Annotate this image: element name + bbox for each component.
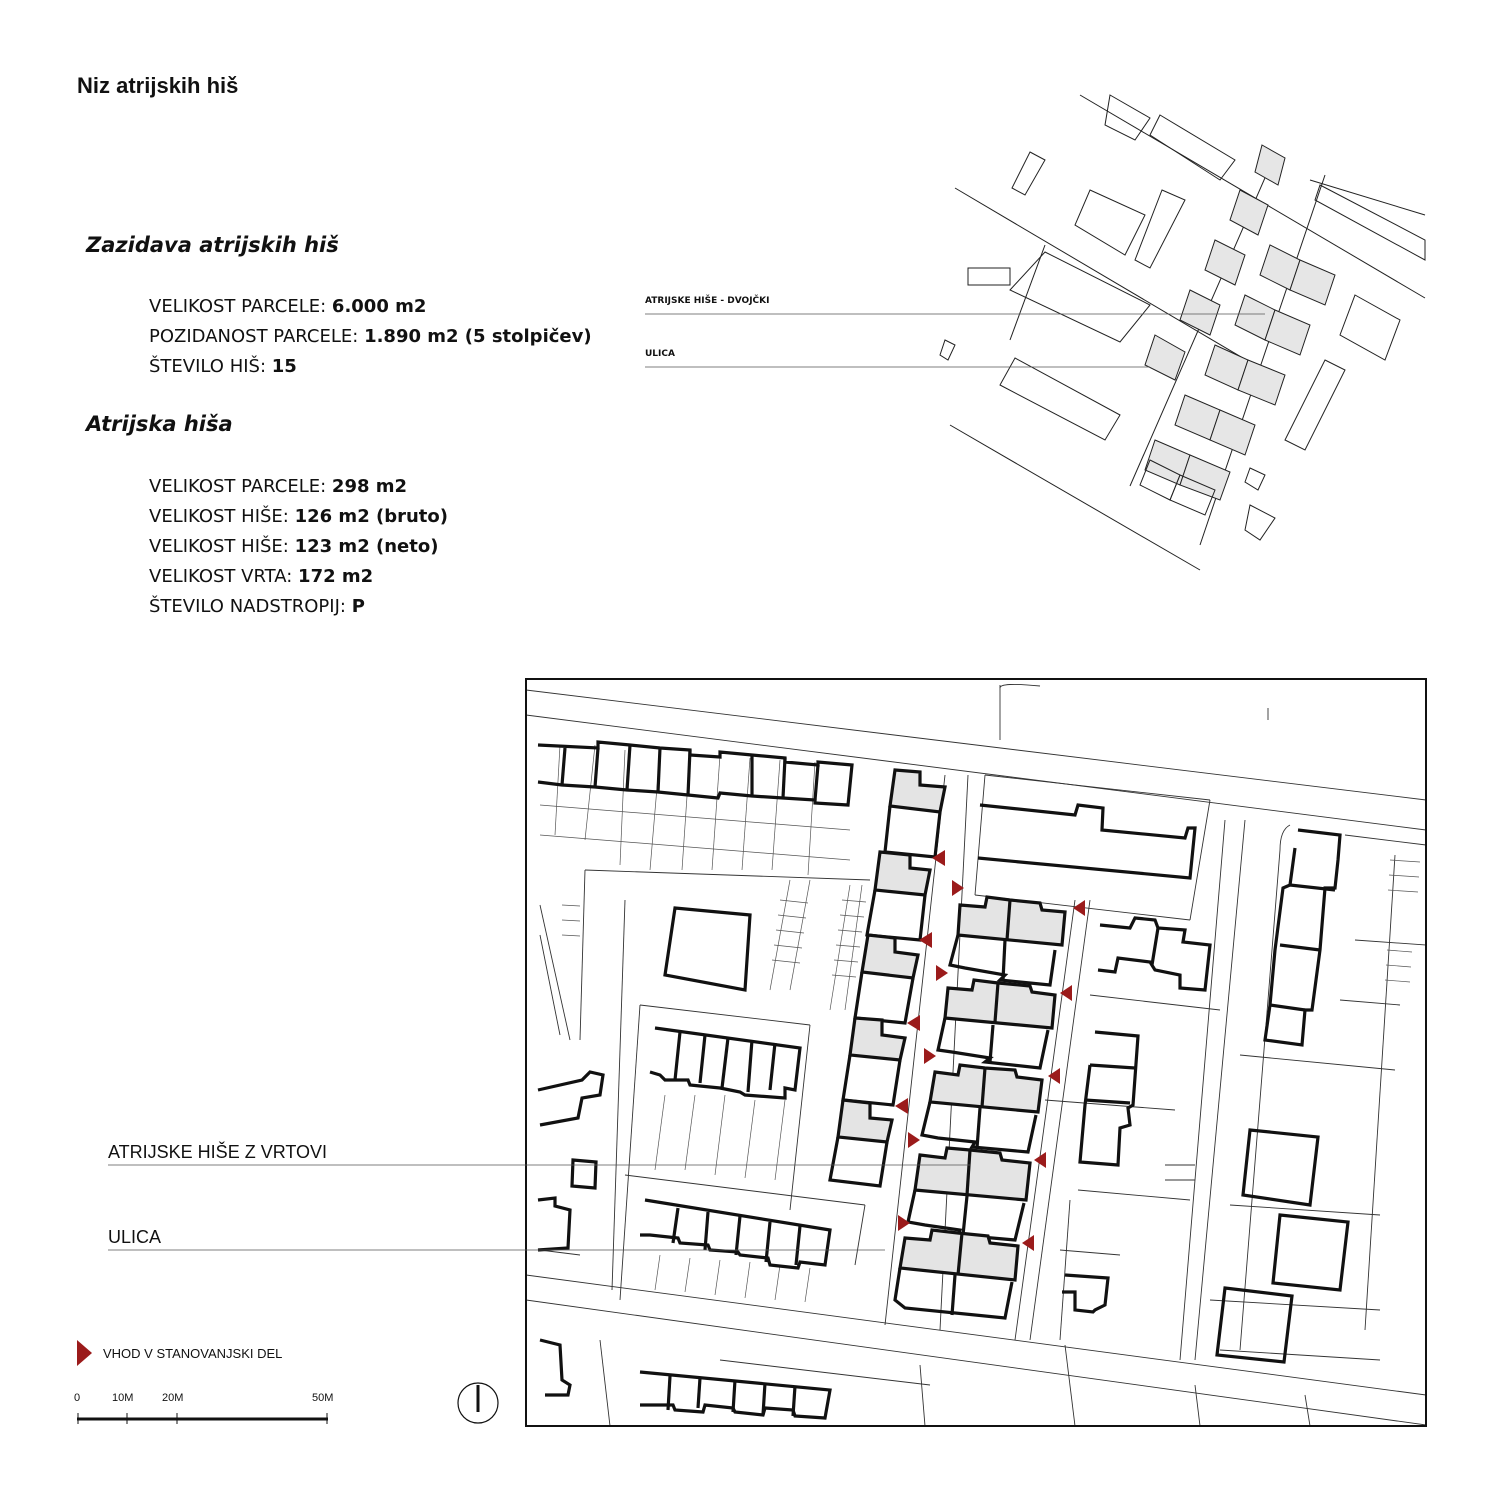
stat-label: VELIKOST HIŠE:: [149, 506, 295, 527]
section-heading-house: Atrijska hiša: [86, 412, 233, 436]
plan-label-street: ULICA: [108, 1227, 162, 1247]
scale-tick-label: 20M: [162, 1392, 184, 1404]
axo-label-street: ULICA: [645, 349, 675, 359]
stat-value: 6.000 m2: [331, 296, 427, 317]
stat-label: ŠTEVILO NADSTROPIJ:: [149, 596, 352, 617]
stat-value: 172 m2: [298, 566, 374, 587]
stat-label: VELIKOST VRTA:: [149, 566, 299, 587]
stat-label: ŠTEVILO HIŠ:: [149, 356, 272, 377]
stat-label: VELIKOST HIŠE:: [149, 536, 295, 557]
stat-value: 298 m2: [331, 476, 408, 497]
section-heading-development: Zazidava atrijskih hiš: [86, 233, 339, 257]
stat-value: 1.890 m2 (5 stolpičev): [364, 326, 592, 347]
legend-entry-label: VHOD V STANOVANJSKI DEL: [103, 1346, 283, 1361]
stat-value: 126 m2 (bruto): [294, 506, 448, 527]
plan-label-houses: ATRIJSKE HIŠE Z VRTOVI: [108, 1142, 328, 1162]
page-title: Niz atrijskih hiš: [77, 73, 239, 98]
stat-value: 15: [271, 356, 297, 377]
scale-tick-label: 10M: [112, 1392, 134, 1404]
stat-label: VELIKOST PARCELE:: [149, 296, 332, 317]
stat-label: POZIDANOST PARCELE:: [149, 326, 365, 347]
stat-value: P: [351, 596, 365, 617]
scale-tick-label: 50M: [312, 1392, 334, 1404]
stat-label: VELIKOST PARCELE:: [149, 476, 332, 497]
scale-tick-label: 0: [74, 1392, 81, 1404]
stat-value: 123 m2 (neto): [294, 536, 439, 557]
axo-label-houses: ATRIJSKE HIŠE - DVOJČKI: [645, 296, 770, 306]
